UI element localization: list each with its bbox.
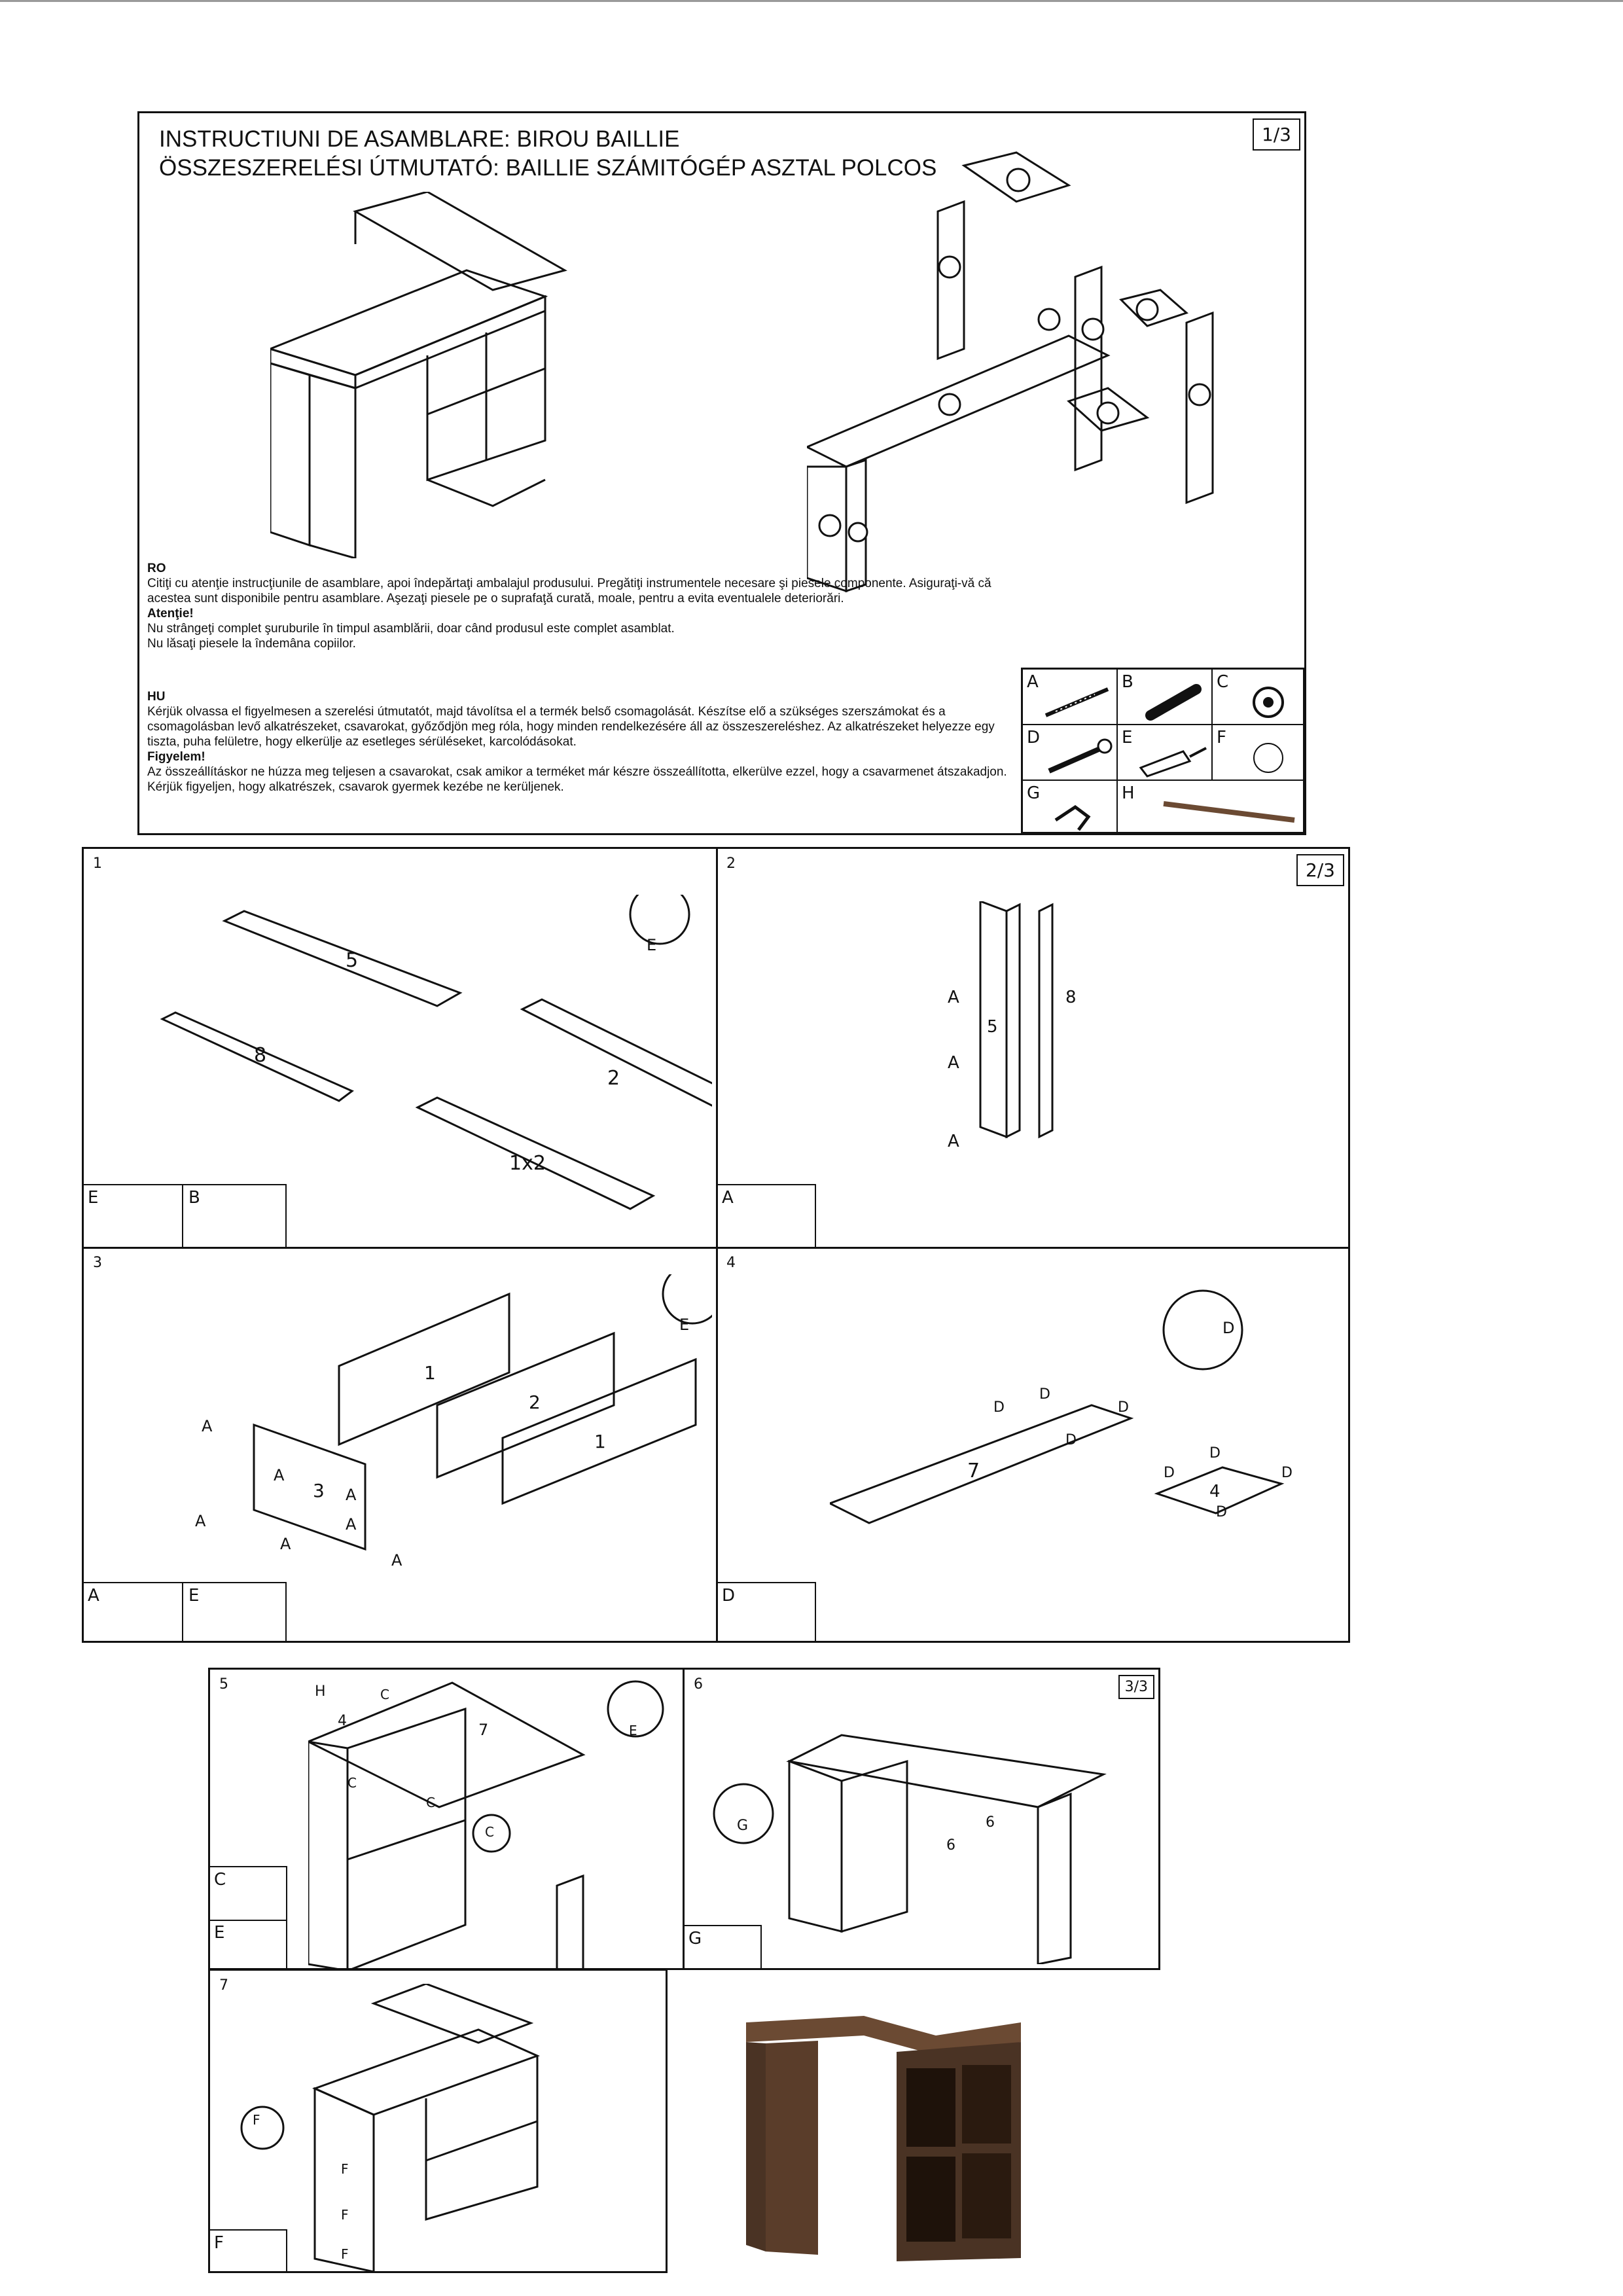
svg-text:3: 3: [313, 1480, 325, 1501]
legend-D: D: [1023, 725, 1118, 781]
step-6-number: 6: [694, 1676, 703, 1693]
svg-text:D: D: [1065, 1432, 1077, 1448]
svg-text:8: 8: [1065, 988, 1077, 1007]
step-5-panel: [208, 1668, 685, 1970]
svg-text:D: D: [1209, 1445, 1221, 1462]
sheet-2: [82, 847, 1350, 1643]
svg-text:4: 4: [338, 1713, 347, 1729]
svg-text:C: C: [485, 1824, 494, 1840]
shelf-support-icon: [1049, 794, 1108, 833]
svg-text:D: D: [1118, 1399, 1129, 1416]
hu-paragraph: Kérjük olvassa el figyelmesen a szerelési útmutatót, majd távolítsa el a termék belső csomagolását. Készítse elő a szükséges szerszámokat és a csomagolásban levő alkatrészeket, csavarokat, győződjön meg róla, hogy minden rendelkezésére áll az összeszereléshez. Az alkatrészeket helyezze egy tiszta, puha felületre, hogy elkerülje az esetleges sérüléseket, karcolódásokat.: [147, 705, 995, 749]
screw-icon: [1043, 683, 1115, 722]
top-rule: [0, 0, 1623, 2]
legend-H: H: [1118, 781, 1304, 833]
ro-warning-1: Nu strângeţi complet şuruburile în timpul asamblării, doar când produsul este complet asamblat.: [147, 622, 675, 636]
assembled-desk-drawing: [270, 192, 689, 558]
svg-text:A: A: [195, 1512, 206, 1530]
cam-lock-icon: [1239, 683, 1298, 722]
svg-text:D: D: [1216, 1504, 1227, 1520]
step-3-tools: A E: [84, 1582, 287, 1643]
svg-text:C: C: [426, 1795, 435, 1810]
exploded-parts-drawing: [807, 139, 1278, 611]
svg-text:D: D: [1039, 1386, 1050, 1403]
svg-text:1: 1: [594, 1431, 606, 1452]
svg-text:1x2: 1x2: [509, 1152, 546, 1175]
step-7-panel: [208, 1969, 668, 2273]
svg-text:1: 1: [424, 1362, 436, 1384]
svg-text:F: F: [341, 2246, 349, 2262]
svg-text:E: E: [629, 1723, 637, 1738]
svg-text:A: A: [274, 1466, 285, 1484]
legend-G: G: [1023, 781, 1118, 833]
page-tag-3: 3/3: [1118, 1675, 1154, 1699]
svg-text:A: A: [948, 1132, 959, 1151]
step-1-tools: E B: [84, 1184, 287, 1247]
ro-section: [147, 561, 998, 651]
title-hu: ÖSSZESZERELÉSI ÚTMUTATÓ: BAILLIE SZÁMITÓGÉP ASZTAL POLCOS: [159, 155, 937, 181]
legend-E: E: [1118, 725, 1213, 781]
hu-warning-1: Az összeállításkor ne húzza meg teljesen a csavarokat, csak amikor a terméket már készre összeállította, elkerülve ezzel, hogy a csavarmenet átszakadjon.: [147, 765, 1007, 779]
svg-text:4: 4: [1209, 1482, 1221, 1501]
step-7-tools: F: [210, 2229, 287, 2273]
svg-text:F: F: [341, 2207, 349, 2223]
step-2-number: 2: [726, 855, 736, 872]
svg-text:6: 6: [946, 1837, 955, 1854]
svg-text:C: C: [380, 1687, 389, 1702]
step-5-number: 5: [219, 1676, 228, 1693]
svg-text:7: 7: [967, 1460, 980, 1482]
cap-icon: [1245, 735, 1291, 774]
hu-warning-heading: Figyelem!: [147, 750, 205, 764]
svg-text:G: G: [737, 1818, 749, 1834]
svg-text:8: 8: [254, 1044, 267, 1067]
title-ro: INSTRUCTIUNI DE ASAMBLARE: BIROU BAILLIE: [159, 126, 680, 152]
step-7-drawing: [230, 1984, 662, 2272]
hu-heading: HU: [147, 690, 166, 704]
hu-section: [147, 689, 1018, 795]
glue-tube-icon: [1137, 738, 1209, 778]
step-2-tools: A: [718, 1184, 816, 1247]
cam-bolt-icon: [1043, 738, 1115, 778]
hu-warning-2: Kérjük figyeljen, hogy alkatrészek, csavarok gyermek kezébe ne kerüljenek.: [147, 780, 564, 794]
sheet-1: [137, 111, 1306, 835]
step-4-drawing: [830, 1281, 1340, 1582]
svg-text:A: A: [391, 1551, 402, 1569]
svg-text:E: E: [647, 936, 657, 954]
legend-A: A: [1023, 670, 1118, 725]
svg-text:F: F: [253, 2112, 260, 2128]
step-4-number: 4: [726, 1255, 736, 1271]
svg-text:A: A: [346, 1486, 357, 1504]
svg-text:A: A: [948, 988, 959, 1007]
ro-warning-heading: Atenţie!: [147, 607, 194, 620]
ro-heading: RO: [147, 562, 166, 575]
svg-text:A: A: [280, 1535, 291, 1553]
svg-text:D: D: [1222, 1319, 1235, 1337]
svg-text:A: A: [202, 1417, 213, 1435]
sheet-2-horizontal-divider: [84, 1247, 1350, 1249]
svg-text:D: D: [1281, 1465, 1293, 1481]
step-6-panel: [683, 1668, 1160, 1970]
step-6-tools: G: [685, 1925, 762, 1970]
legend-C: C: [1213, 670, 1304, 725]
step-2-drawing: [935, 901, 1131, 1196]
svg-text:A: A: [948, 1053, 959, 1073]
product-photo: [740, 2003, 1027, 2265]
page-tag-2: 2/3: [1296, 854, 1344, 886]
step-5-tools: C E: [210, 1866, 287, 1970]
legend-F: F: [1213, 725, 1304, 781]
svg-text:C: C: [348, 1775, 357, 1791]
step-3-drawing: [123, 1274, 712, 1569]
svg-text:2: 2: [607, 1067, 620, 1090]
page-tag: 1/3: [1253, 118, 1300, 151]
dowel-icon: [1144, 683, 1203, 722]
hardware-legend: [1021, 668, 1304, 833]
svg-text:2: 2: [529, 1391, 541, 1413]
ro-paragraph: Citiţi cu atenţie instrucţiunile de asamblare, apoi îndepărtaţi ambalajul produsului. Pregătiţi instrumentele necesare şi piesele componente. Asiguraţi-vă că acestea sunt disponibile pentru asamblare. Aşezaţi piesele pe o suprafaţă curată, moale, pentru a evita eventualele deteriorări.: [147, 577, 991, 605]
svg-text:A: A: [346, 1515, 357, 1534]
step-5-drawing: [308, 1676, 681, 1970]
svg-text:H: H: [315, 1683, 326, 1700]
step-3-number: 3: [93, 1255, 102, 1271]
svg-text:F: F: [341, 2161, 349, 2177]
step-1-number: 1: [93, 855, 102, 872]
step-6-drawing: [711, 1683, 1143, 1964]
svg-text:D: D: [1164, 1465, 1175, 1481]
connector-rod-icon: [1157, 791, 1301, 830]
label-5: 5: [346, 949, 359, 972]
ro-warning-2: Nu lăsaţi piesele la îndemâna copiilor.: [147, 637, 356, 651]
legend-B: B: [1118, 670, 1213, 725]
svg-text:7: 7: [478, 1721, 489, 1739]
step-7-number: 7: [219, 1977, 228, 1994]
step-4-tools: D: [718, 1582, 816, 1643]
svg-text:E: E: [679, 1316, 690, 1334]
svg-text:5: 5: [987, 1017, 998, 1037]
svg-text:6: 6: [986, 1814, 995, 1831]
svg-text:D: D: [993, 1399, 1005, 1416]
